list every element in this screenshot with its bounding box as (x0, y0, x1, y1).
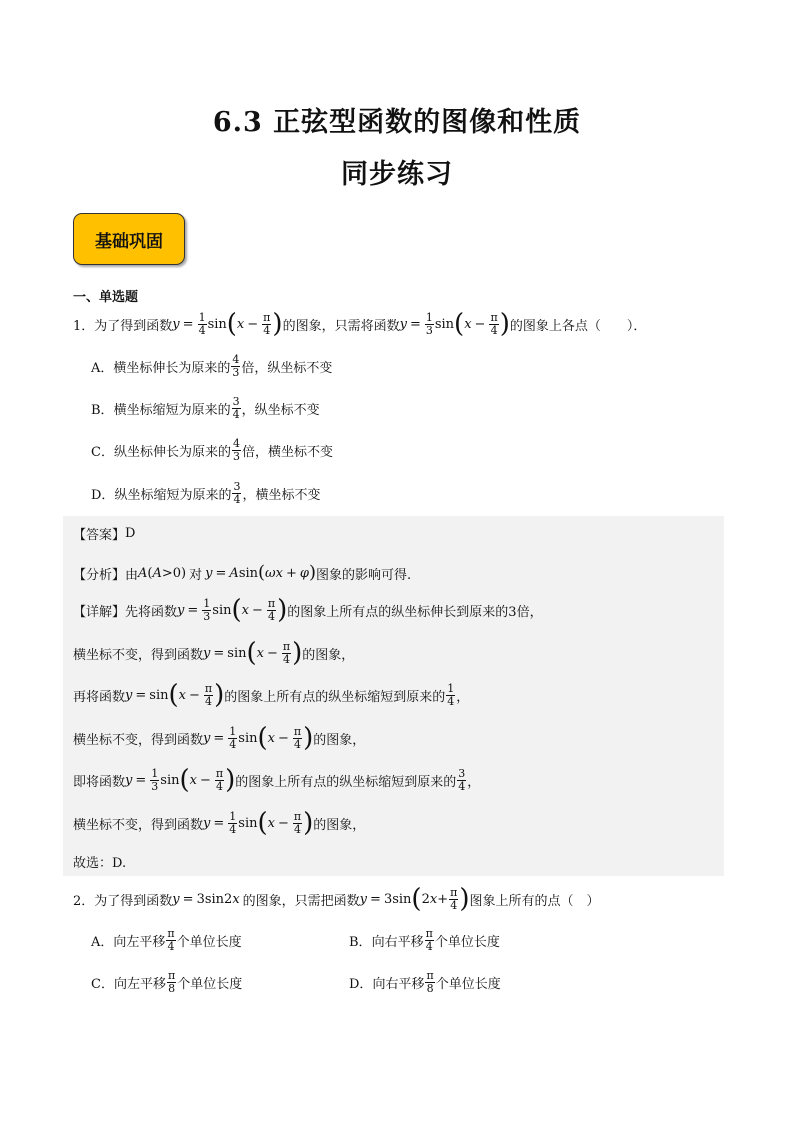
option-c[interactable]: C． 纵坐标伸长为原来的 $\frac{4}{3}$ 倍，横坐标不变 (91, 437, 333, 463)
question-1: 1． 为了得到函数 y = $\frac{1}{4}$ sin ( x − $\frac{\pi}{4}$ ) 的图象，只需将函数 y = $\frac{1}{3}$ sin ( x − $\frac{\pi}{4}$ ) 的图象上各点（ ）． (73, 309, 647, 339)
q2-option-c[interactable]: C． 向左平移 $\frac{\pi}{8}$ 个单位长度 (91, 969, 243, 995)
option-d[interactable]: D． 纵坐标缩短为原来的 $\frac{3}{4}$ ，横坐标不变 (91, 480, 321, 506)
q2-option-d[interactable]: D． 向右平移 $\frac{\pi}{8}$ 个单位长度 (349, 969, 501, 995)
conclusion-line: 故选：D. (73, 856, 127, 871)
detail-line-3: 再将函数 y = sin ( x − $\frac{\pi}{4}$ ) 的图象上所有点的纵坐标缩短到原来的 $\frac{1}{4}$ ， (73, 680, 470, 710)
page-subtitle: 同步练习 (341, 159, 453, 190)
detail-line-5: 即将函数 y = $\frac{1}{3}$ sin ( x − $\frac{\pi}{4}$ ) 的图象上所有点的纵坐标缩短到原来的 $\frac{3}{4}$ ， (73, 765, 481, 795)
analysis-line: 【分析】 由 A ( A >0) 对 y = A sin ( ωx + φ ) 图象的影响可得. (73, 562, 412, 583)
question-number: 1． (73, 318, 95, 334)
question-stem: 为了得到函数 (94, 318, 173, 334)
option-b[interactable]: B． 横坐标缩短为原来的 $\frac{3}{4}$ ，纵坐标不变 (91, 395, 320, 421)
fraction: $\frac{1}{3}$ (425, 310, 433, 337)
detail-line-2: 横坐标不变，得到函数 y = sin ( x − $\frac{\pi}{4}$ ) 的图象， (73, 638, 355, 668)
page-title: 6.3 正弦型函数的图像和性质 (212, 107, 582, 138)
question-number: 2． (73, 893, 95, 909)
q2-option-a[interactable]: A． 向左平移 $\frac{\pi}{4}$ 个单位长度 (91, 927, 242, 953)
answer-line: 【答案】 D (73, 526, 136, 543)
q2-option-b[interactable]: B． 向右平移 $\frac{\pi}{4}$ 个单位长度 (349, 927, 500, 953)
math-formula: y = (172, 316, 194, 332)
section-heading: 一、单选题 (73, 290, 139, 305)
option-a[interactable]: A． 横坐标伸长为原来的 $\frac{4}{3}$ 倍，纵坐标不变 (91, 353, 333, 379)
detail-line-6: 横坐标不变，得到函数 y = $\frac{1}{4}$ sin ( x − $\frac{\pi}{4}$ ) 的图象， (73, 808, 366, 838)
fraction: $\frac{\pi}{4}$ (263, 310, 271, 337)
fraction: $\frac{1}{4}$ (198, 310, 206, 337)
section-badge: 基础巩固 (73, 213, 185, 265)
math-formula: sin (207, 316, 227, 332)
detail-line-4: 横坐标不变，得到函数 y = $\frac{1}{4}$ sin ( x − $\frac{\pi}{4}$ ) 的图象， (73, 723, 366, 753)
question-2: 2． 为了得到函数 y = 3sin2 x 的图象，只需把函数 y = 3sin ( 2 x + $\frac{\pi}{4}$ ) 图象上所有的点（ ） (73, 884, 600, 914)
detail-line-1: 【详解】 先将函数 y = $\frac{1}{3}$ sin ( x − $\frac{\pi}{4}$ ) 的图象上所有点的纵坐标伸长到原来的3倍， (73, 595, 543, 625)
